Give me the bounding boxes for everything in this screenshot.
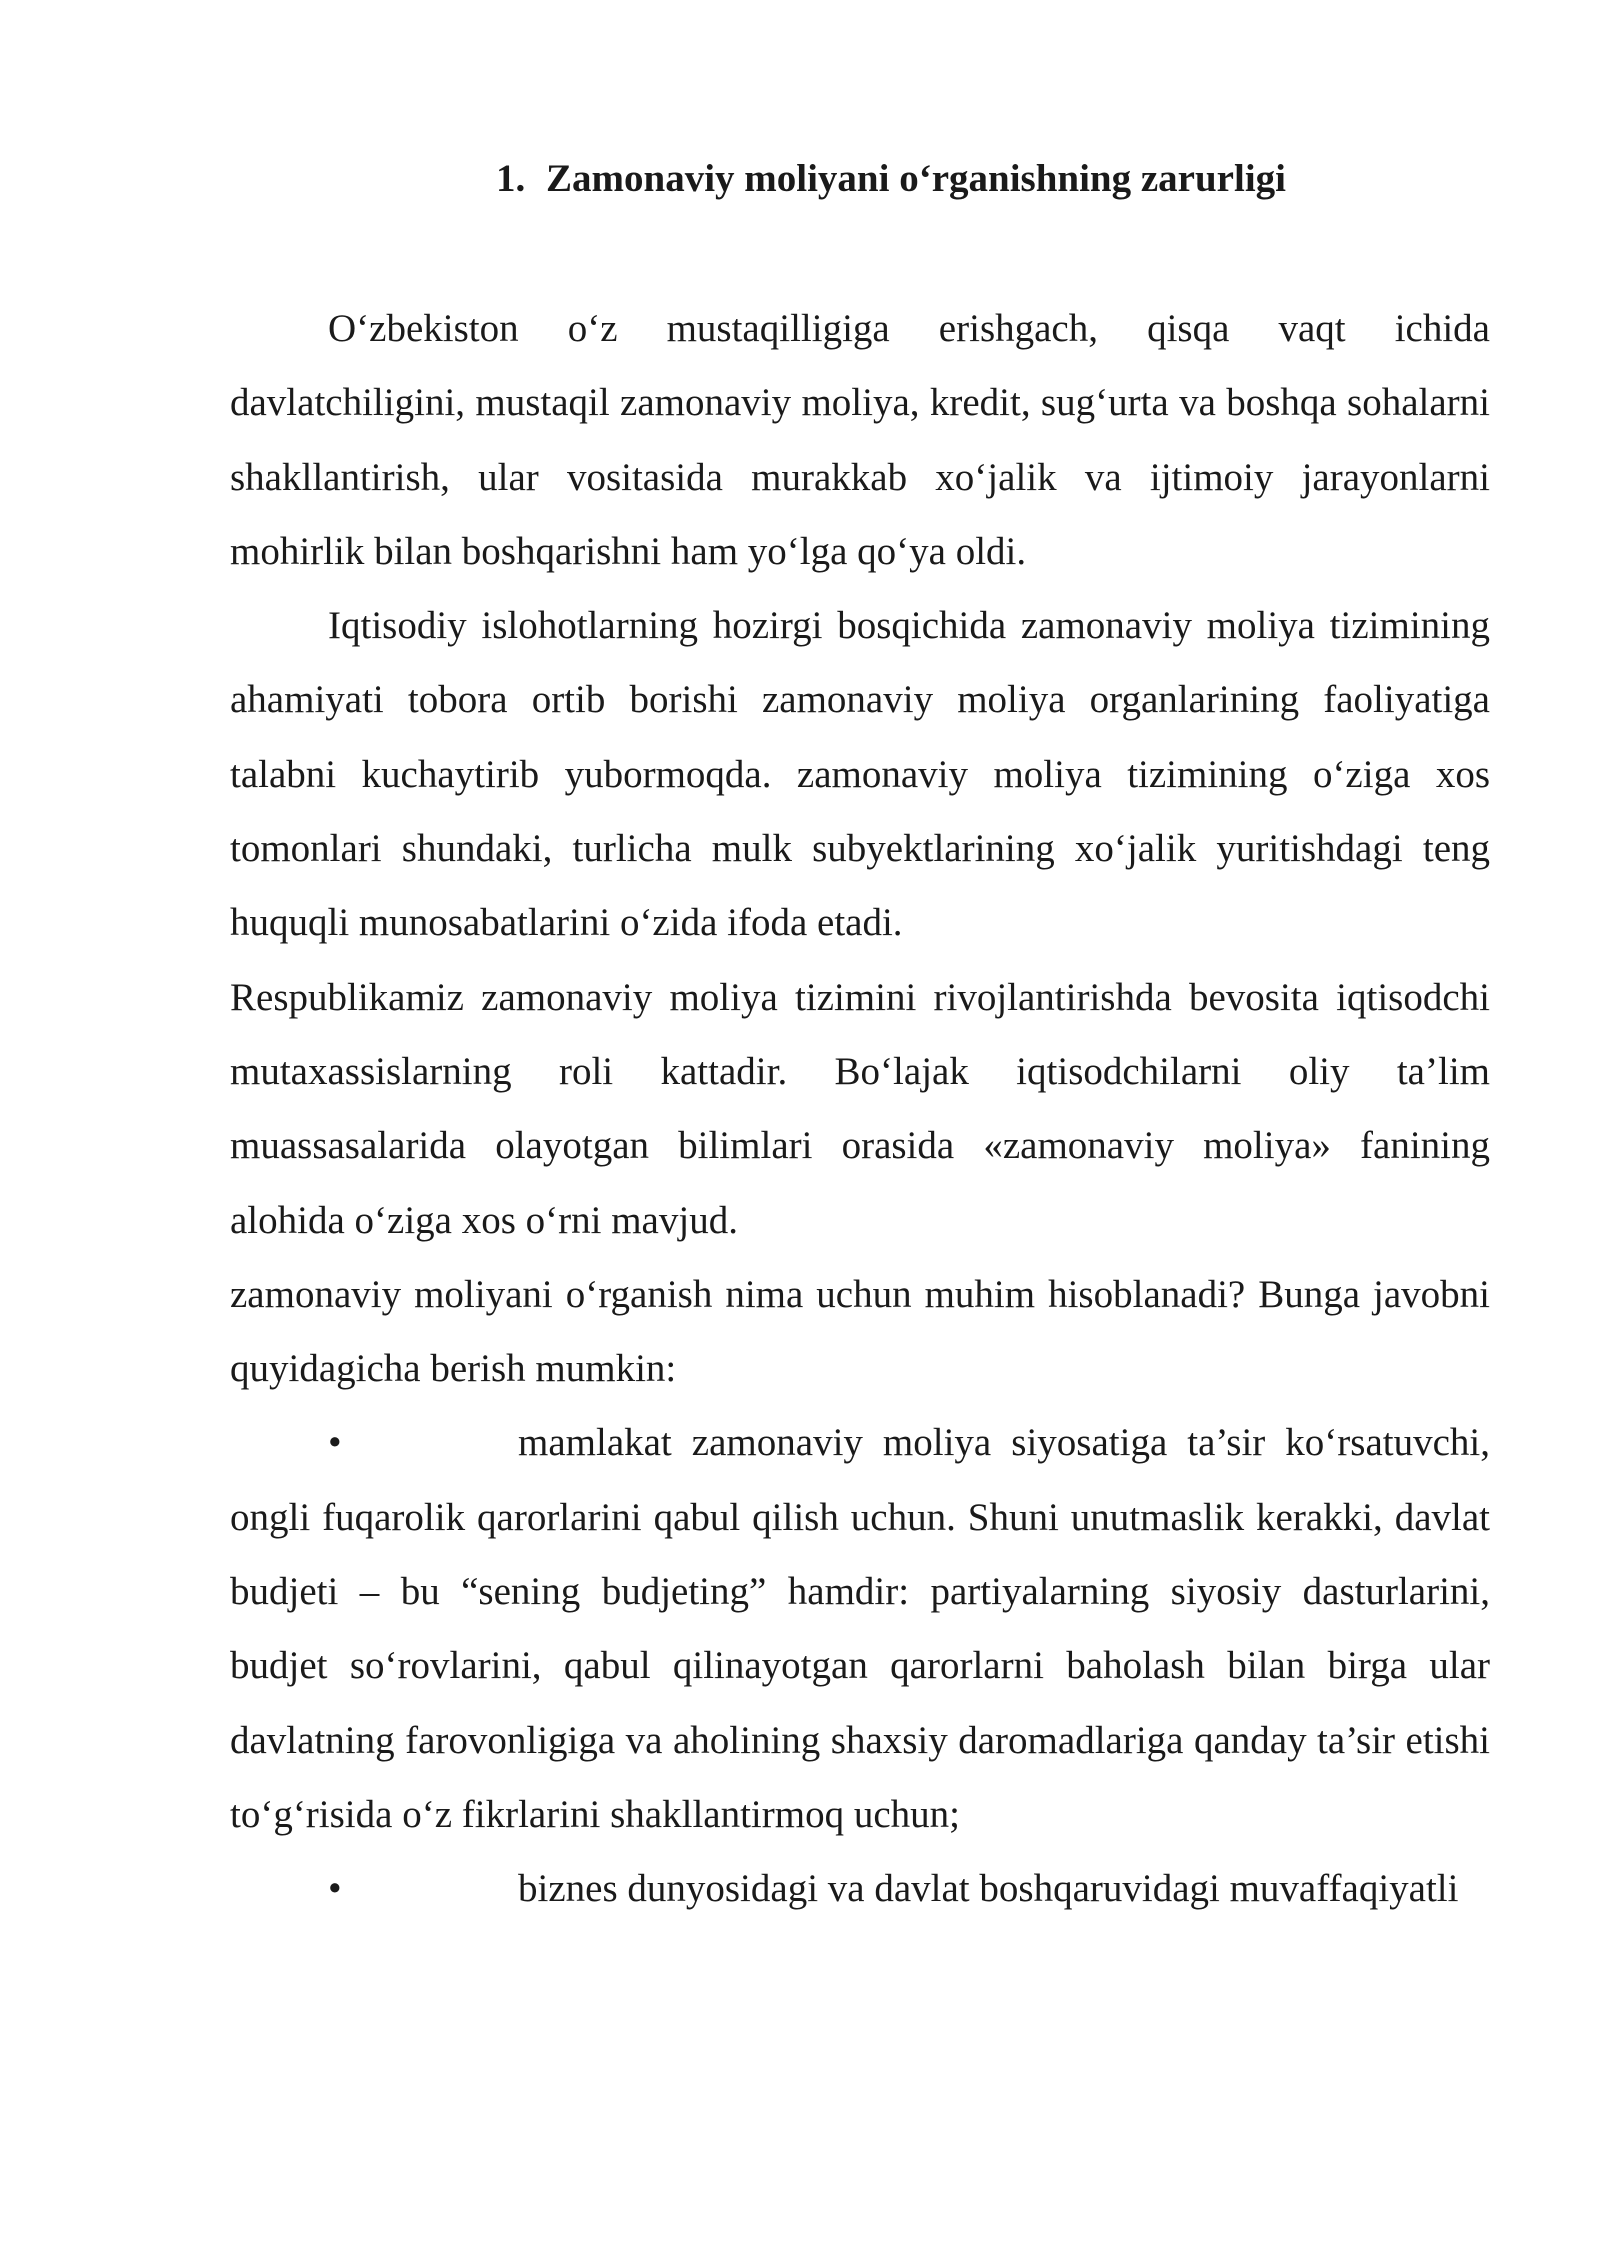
- bullet-item: [230, 1406, 1490, 1852]
- paragraph: zamonaviy moliyani o‘rganish nima uchun muhim hisoblanadi? Bunga javobni quyidagicha berish mumkin:: [230, 1272, 1490, 1391]
- bullet-text: biznes dunyosidagi va davlat boshqaruvidagi muvaffaqiyatli: [518, 1867, 1459, 1911]
- paragraph: O‘zbekiston o‘z mustaqilligiga erishgach, qisqa vaqt ichida davlatchiligini, mustaqil zamonaviy moliya, kredit, sug‘urta va boshqa sohalarni shakllantirish, ular vositasida murakkab xo‘jalik va ijtimoiy jarayonlarni mohirlik bilan boshqarishni ham yo‘lga qo‘ya oldi.: [230, 307, 1490, 573]
- paragraph: Iqtisodiy islohotlarning hozirgi bosqichida zamonaviy moliya tizimining ahamiyati tobora ortib borishi zamonaviy moliya organlarining faoliyatiga talabni kuchaytirib yubormoqda. zamonaviy moliya tizimining o‘ziga xos tomonlari shundaki, turlicha mulk subyektlarining xo‘jalik yuritishdagi teng huquqli munosabatlarini o‘zida ifoda etadi.: [230, 604, 1490, 945]
- bullet-marker: •: [328, 1421, 342, 1465]
- paragraph: Respublikamiz zamonaviy moliya tizimini rivojlantirishda bevosita iqtisodchi mutaxassislarning roli kattadir. Bo‘lajak iqtisodchilarni oliy ta’lim muassasalarida olayotgan bilimlari orasida «zamonaviy moliya» fanining alohida o‘ziga xos o‘rni mavjud.: [230, 975, 1490, 1242]
- section-heading: [496, 152, 1286, 206]
- bullet-item: [230, 1852, 1490, 1926]
- bullet-marker: •: [328, 1867, 342, 1911]
- section-title: Zamonaviy moliyani o‘rganishning zarurligi: [546, 157, 1286, 200]
- bullet-text: mamlakat zamonaviy moliya siyosatiga ta’sir ko‘rsatuvchi, ongli fuqarolik qarorlarini qabul qilish uchun. Shuni unutmaslik kerakki, davlat budjeti – bu “sening budjeting” hamdir: partiyalarning siyosiy dasturlarini, budjet so‘rovlarini, qabul qilinayotgan qarorlarni baholash bilan birga ular davlatning farovonligiga va aholining shaxsiy daromadlariga qanday ta’sir etishi to‘g‘risida o‘z fikrlarini shakllantirmoq uchun;: [230, 1421, 1490, 1836]
- section-number: 1.: [496, 157, 526, 200]
- document-body: [230, 292, 1490, 1927]
